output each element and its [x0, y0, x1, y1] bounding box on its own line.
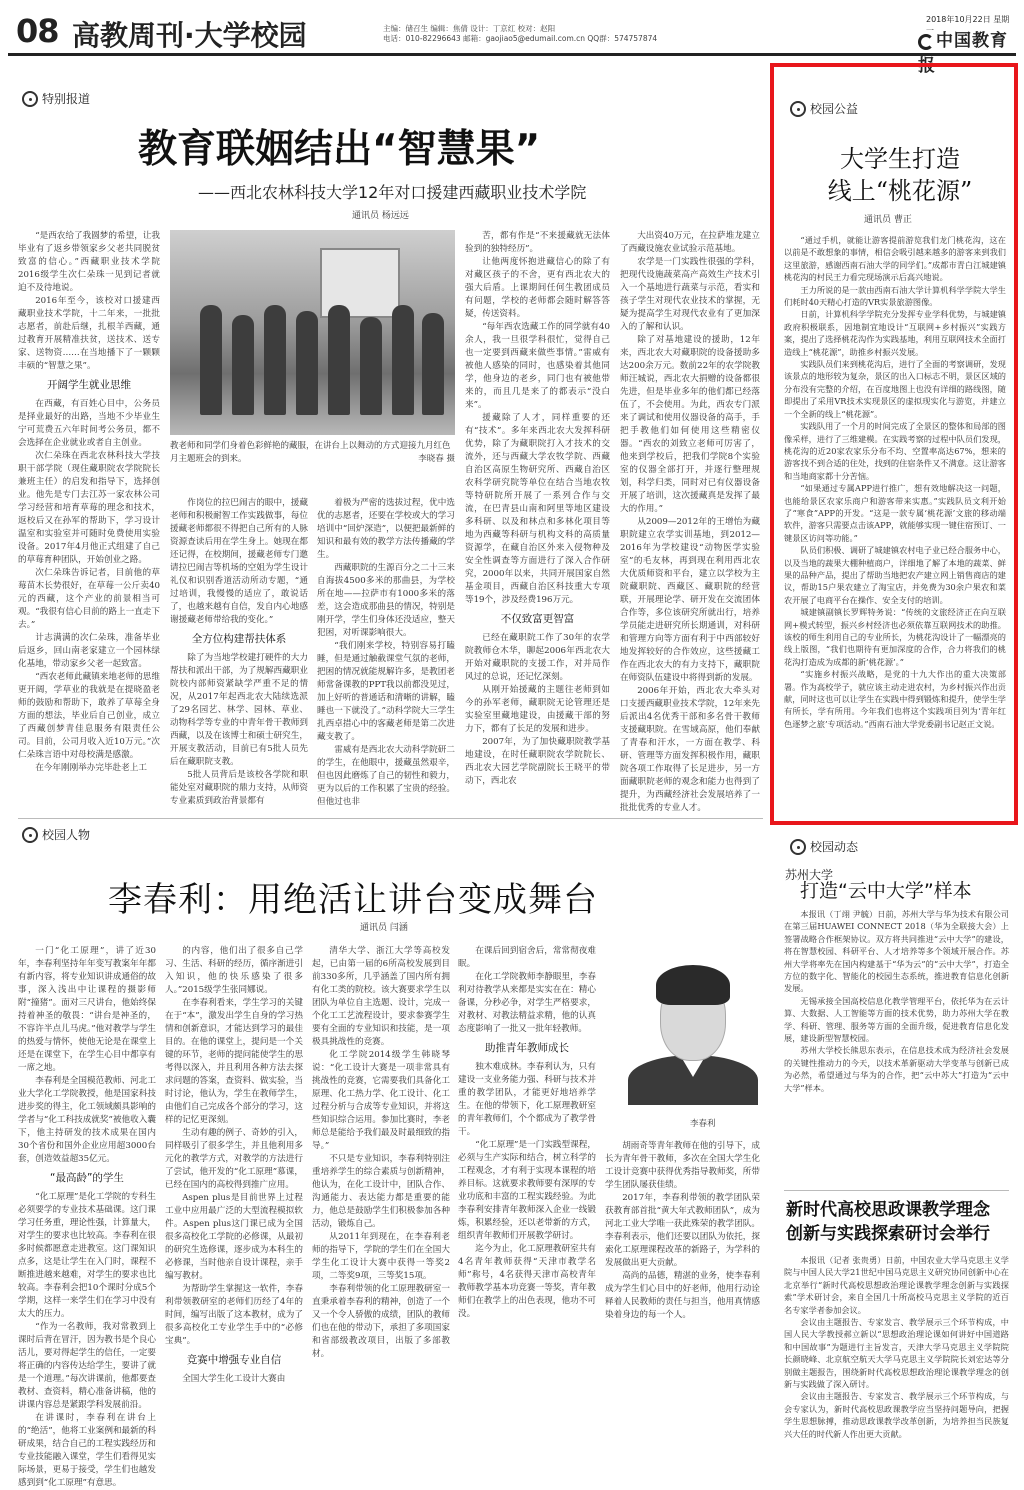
page-number: 08: [16, 12, 59, 50]
masthead: [8, 4, 1016, 76]
ship-wheel-icon: [790, 839, 806, 855]
feature-column-3: 清华大学、浙江大学等高校发起，已由第一届的6所高校发展到目前330多所，几乎涵盖了国内所有拥有化工类的院校。该大赛要求学生以团队为单位自主选题、设计，完成一个化工工艺流程设计，要求参赛学生要有全面的专业知识和技能，是一项极具挑战性的竞赛。 化工学院2014级学生韩晓琴说：“化工设计大赛是一项非常具有挑战性的竞赛，它需要我们具备化工原理、化工热力学、化工设计、化工过程分析与合成等专业知识，并将这些知识综合运用。参加比赛时，李老师总是能给予我们最及时最细致的指导。” 不只是专业知识，李春利特别注重培养学生的综合素质与创新精神，他认为，在化工设计中，团队合作、沟通能力、表达能力都是重要的能力，他总是鼓励学生们积极参加各种活动，锻炼自己。 从2011年到现在，在李春利老师的指导下，学院的学生们在全国大学生化工设计大赛中获得一等奖2项，二等奖9项，三等奖15项。 李春利带领的化工原理教研室一直秉承着李春利的精神，创造了一个又一个令人骄傲的成绩，团队的教师们也在他的带动下，承担了多项国家和省部级教改项目，出版了多部教材。: [312, 946, 450, 1359]
portrait-photo: [618, 945, 768, 1110]
ship-wheel-icon: [790, 101, 806, 117]
sidebar-byline: 通讯员 曹正: [864, 215, 912, 225]
sidebar-body: “通过手机，就能让游客提前游览我们龙门桃花沟，这在以前是不敢想象的事情，相信会吸引越来越多的游客来到我们这里旅游，感谢西南石油大学的同学们。”成都市青白江城建镇桃花沟的村民王力看完现场演示后高兴地说。 王力所说的是一款由西南石油大学计算机科学学院大学生们耗时40天精心打造的VR实景旅游图像。 日前，计算机科学学院充分发挥专业学科优势，与城建镇政府积极联系，因地制宜地设计“互联网+乡村振兴”实践方案，提出了选择桃花沟作为实践基地，利用互联网技术全面打造线上“桃花源”，助推乡村振兴发展。 实践队员们来到桃花沟后，进行了全面的考察调研，发现该景点的地形较为复杂，景区的出入口标志不明，景区区域的分布没有完整的介绍，在百度地图上也没有详细的路线图，随即提出了采用VR技术实现景区的虚拟现实化与游览，并建立一个全新的线上“桃花源”。 实践队用了一个月的时间完成了全景区的整体和局部的图像采样，进行了三维建模。在实践考察的过程中队员们发现，桃花沟的近20家农家乐分布不均、空置率高达67%，想来的游客找不到合适的住处，找到的住宿条件又不满意。这让游客和当地商家都十分苦恼。 “如果通过专属APP进行推广，想有效地解决这一问题，也能给景区农家乐商户和游客带来实惠。”实践队员文利开始了“寒食”APP的开发。“这是一款专属‘桃花源’文旅的移动端软件，游客只需要点击该APP，就能够实现一键住宿预订、一键景区访问等功能。” 队员们积极、调研了城建镇农村电子业已经合服务中心，以及当地的蔬果大棚种植商户，详细地了解了本地的蔬菜、鲜果的品种产品，提出了帮助当地把农产建立网上销售商店的建议，帮助15户果农建立了淘宝店，并免费为30余户果农和菜农开展了电商平台在操作、安全支付的培训。 城建镇副镇长罗辉特务说：“传统的文旅经济正在向互联网+模式转型，振兴乡村经济也必须依靠互联网技术的助推。该校的师生利用自己的专业所长，为桃花沟设计了一幅漂亮的线上版图，“我们也期待有更加深度的合作，合力将我们的桃花沟打造成为成都的新‘桃花源’。” “实施乡村振兴战略，是党的十九大作出的重大决策部署。作为高校学子，就应该主动走进农村，为乡村振兴作出贡献，同时这也可以让学生在实践中得到锻炼和提升，使学生学有所长，学有所用。今年我们也将这个实践项目列为‘青年红色逐梦之旅’专项活动。”西南石油大学党委副书记赵正文说。: [784, 235, 1006, 729]
newspaper-logo: 中国教育报: [918, 31, 1008, 76]
lead-subheading-3: 不仅致富更智富: [500, 613, 575, 625]
lead-column-1: “是西农给了我圆梦的希望，让我毕业有了返乡带领家乡父老共同脱贫致富的信心。”西藏职业技术学院2016级学生次仁朵珠一见到记者就迫不及待地说。 2016年至今，该校对口援建西藏职业技术学院，十二年来，一批批志愿者，前赴后继，扎根羊西藏，通过教育开展精准扶贫，送技术、送专家、送物资……在当地播下了一颗颗丰硕的“智慧之果”。 开阔学生就业思维 在西藏，有百姓心目中，公务员是择业最好的出路，当地不少毕业生宁可荒费五六年时间考公务员，都不会选择在企业就业或者自主创业。 次仁朵珠在西北农林科技大学技职干部学院（现住藏职院农学院院长兼班主任）的启发和指导下，选择创业。他先是专门去江苏一家农林公司学习经营和培育草莓的理念和技术，返校后又在孙军的帮助下，学习设计温室和实验室并可随时免费使用实验设备。2017年4月他正式组建了自己的草莓育种团队，开始创业之路。 次仁朵珠告诉记者，目前他的草莓苗木长势很好，在草莓一公斤卖40元的西藏，这个产业的前景相当可观。“我很有信心目前的路上一直走下去。” 计志满满的次仁朵珠，准备毕业后返乡，回山南老家建立一个园林绿化基地，带动家乡父老一起致富。 “西农老师此藏镇来地老师的思维更开阔，学草业的我就是在提晓盈老师的鼓励和帮助下，敢养了草莓全身方面的想法，毕业后自己创业，成立了西藏创梦青佳息服务有限责任公司。目前，公司月收入近10万元。”次仁朵珠言语中对母校满是感激。 在今年刚刚举办完毕赴老上工: [18, 231, 160, 773]
brief-1-body: 本报讯（丁翊 尹毓）日前，苏州大学与华为技术有限公司在第三届HUAWEI CONNECT 2018（华为全联接大会）上签署战略合作框架协议。双方将共同推进“云中大学”的建设，将在智慧校园、科研平台、人才培养等多个领域开展合作。苏州大学将率先在国内构建基于“华为云”的“云中大学”，打造全方位的数字化、智能化的校园生态系统，推进教育信息化创新发展。 无锡承接全国高校信息化教学管理平台，依托华为在云计算、大数据、人工智能等方面的技术优势，助力苏州大学在教学、科研、管理、服务等方面的全面升级，促进教育信息化发展，建设新型智慧校园。 苏州大学校长熊思东表示，在信息技术成为经济社会发展的关键性推动力的今天，以技术革新驱动大学变革与创新已成为必然，希望通过与华为的合作，把“云中苏大”打造为“云中大学”样本。: [784, 909, 1009, 1093]
page-title: 高教周刊·大学校园: [72, 19, 307, 52]
feature-byline: 通讯员 闫涵: [360, 923, 408, 933]
feature-column-4: 在课后回到宿舍后，常常彻夜难眠。 在化工学院教师李静眼里，李春利对待教学从来都是实实在在：精心备课，分秒必争，对学生严格要求，对教材、对教法精益求精，他的认真态度影响了一批又一批年轻教师。 助推青年教师成长 独木难成林。李春利认为，只有建设一支业务能力强、科研与技术并重的教学团队，才能更好地培养学生。在他的带领下，化工原理教研室的青年教师们，个个都成为了教学骨干。 “化工原理”是一门实践型课程，必须与生产实际和结合，树立科学的工程观念，才有利于实现本课程的培养目标。这就要求教师要有深厚的专业功底和丰富的工程实践经验。为此李春利安排青年教师深入企业一线锻炼，积累经验，还以老带新的方式，组织青年教师们开展教学研讨。 迄今为止，化工原理教研室共有4名青年教师获得“天津市教学名师”称号，4名获得天津市高校青年教师教学基本功竞赛一等奖，青年教师们在教学上的出色表现，他功不可没。: [458, 946, 596, 1319]
feature-subheading-3: 助推青年教师成长: [485, 1042, 569, 1054]
lead-column-2: 作岗位的拉巴闹吉的眼中，援藏老师和积极耐智工作实践做事，每位援藏老师都很不得把自己所有的人脉资源查读后用在学生身上。她现在都还记得，在校期间，援藏老师专门邀请拉巴闹吉等机场的空姐为学生设计礼仪和识别香道活动所动专题，“通过培训，我慢慢的适应了，敢说话了，也越来越有自信，发自内心地感谢援藏老师带给我的变化。” 全方位构建帮扶体系 除了为当地学校建打硬件的大力帮扶和派出干部，为了规解西藏职业院校内部师资紧缺学严重不足的情况，从2017年起西北农大陆续选派了29名园艺、林学、园林、草业、动物科学等专业的中青年骨干教师到西藏，以及在该博士和硕士研究生，开展支教活动，目前已有5批人员先后在藏职院支教。 5批人员背后是该校各学院和职能处室对藏职院的鼎力支持，从师资专业素质到政治背景都有: [170, 498, 308, 806]
section-label-campus-charity: 校园公益: [790, 100, 858, 117]
lead-column-4: 苦，都有作是“不来援藏就无法体验到的独特经历”。 让他两度怀抱进藏信心的除了有对藏区孩子的不舍，更有西北农大的强大后盾。上课期间任何生教团成员有问题，学校的老师都会随时解答答疑，传送资料。 “每年西农选藏工作的同学就有40余人，我一旦很学科很忙，觉得自己也一定要到西藏来做些事情。”雷威有被他人感染的同时，也感染着其他同学，他身边的老乡，同门也有被他带来的，而且几是来了的都表示“没白来”。 援藏除了人才，同样重要的还有“技术”。多年来西北农大发挥科研优势，除了为藏职院打入才技术的交流外，还与西藏大学农牧学院、西藏自治区高原生物研究所、西藏自治区农科学研究院等单位在结合当地农牧等特研院所开展了一系列合作与交流，在巴青县山南和阿里等地区建设多科研、以及和林点和多林化项目等地为西藏等科研与机构文科的高质量资源学，在藏自治区外来入侵物种及安全性调查等方面进行了深入合作研究，2000年以来，共同开展国家自然基金项目，西藏自治区科技重大专项等19个，涉及经费196万元。 不仅致富更智富 已经在藏职院工作了30年的农学院教师仓木华，聊起2006年西北农大开始对藏职院的支援工作，对并局作风过的总说，还记忆深刻。 从刚开始援藏的主题往老师到如今的孙军老师，藏职院无论管理还是实验室里藏地建设，由援藏干部的努力下，都有了长足的发展和进步。 2007年，为了加快藏职院教学基地建设，在时任藏职院农学院院长、西北农大园艺学院副院长王晓平的带动下，西北农: [465, 231, 610, 786]
feature-subheading-2: 竞赛中增强专业自信: [186, 1354, 282, 1366]
ship-wheel-icon: [22, 827, 38, 843]
lead-subheading-1: 开阔学生就业思维: [47, 379, 131, 391]
feature-headline: 李春利：用绝活让讲台变成舞台: [108, 880, 598, 920]
lead-photo-caption: 教老师和同学们身着色彩鲜艳的藏服，在讲台上以舞动的方式迎接九月红色月主题班会的到来。 李晓春 摄: [170, 441, 455, 464]
section-divider: [18, 818, 763, 819]
section-label-campus-people: 校园人物: [22, 826, 90, 843]
feature-subheading-1: “最高龄”的学生: [50, 1172, 124, 1184]
lead-subhead: ——西北农林科技大学12年对口援建西藏职业技术学院: [198, 183, 587, 202]
lead-headline: 教育联姻结出“智慧果”: [138, 127, 541, 172]
logo-mark-icon: [918, 34, 934, 50]
feature-column-2: 的内容，他们出了很多自己学习、生活、科研的经历，循序渐进引入知识，他的快乐感染了很多人。”2015级学生张同娜说。 在李春利看来，学生学习的关键在于“本”，激发出学生自身的学习热情和创新意识，才能达到学习的最佳目的。在他的课堂上，提问是一个关键的环节，老师的提问能使学生的思考得以深入，并且利用各种方法去探求问题的答案，查资料、做实验，当时讨论，他认为，学生在教师学生，由他们自己完成各个部分的学习，这样的记忆更深刻。 生动有趣的例子、奇妙的引入，同样吸引了很多学生，并且他利用多元化的教学方式，对教学的方法进行了尝试，他开发的“化工原理”慕课，已经在国内的高校得到推广应用。 Aspen plus是目前世界上过程工业中应用最广泛的大型流程模拟软件。Aspen plus这门课已成为全国很多高校化工学院的必修课，从最初的研究生选修课，逐步成为本科生的必修课，当时他亲自设计课程，亲手编写教材。 为帮助学生掌握这一软件，李春利带领教研室的老师们历经了4年的时间，编写出版了这本教材，成为了很多高校化工专业学生手中的“必修宝典”。 竞赛中增强专业自信 全国大学生化工设计大赛由: [165, 946, 303, 1384]
portrait-caption: 李春利: [690, 1119, 716, 1129]
brief-1-headline: 打造“云中大学”样本: [800, 880, 972, 902]
lead-subheading-2: 全方位构建帮扶体系: [191, 633, 287, 645]
page-date: 2018年10月22日 星期一: [926, 15, 1010, 35]
lead-photo: [170, 230, 455, 435]
lead-column-5: 大出资40万元，在拉萨堆龙建立了西藏设施农业试验示范基地。 农学是一门实践性很强的学科，把现代设施蔬菜高产高效生产技术引入一个基地进行蔬菜与示范，看实和孩子学生对现代农业技术的掌握，无疑为提高学生对现代农业有了更加深入的了解和认识。 除了对基地建设的援助，12年来，西北农大对藏职院的设备援助多达200余万元。数前22年的农学院教师汪城说，西北农大捐赠的设备都很先进，但是毕业多年的他们都已经落伍了，不会使用。为此，西农专门派来了调试和使用仪器设备的高手，手把手教他们如何使用这些精密仪器。“西农的刘致立老师可厉害了，他来到学校后，把我们学院8个实验室的仪器全部打开，并逐行整理规划，科学归类，同时对已有仪器设备开展了培训，这次援藏真是发挥了最大的作用。” 从2009—2012年的王增怡为藏职院建立农学实训基地，到2012—2016年为学校建设“动物医学实验室”的毛友林，再到现在利用西北农大优质师资和平台，建立以学校为主院藏职院、西藏区、藏职院的经营联，开展理论学、研开发在交流团体合作等，多位该研究所就出行，培养学员能走进研究所长期通训，对科研和管理方向等方面有利于中西部较好地发挥较好的合作效应，这些援藏工作在西北农大的有力支持下，藏职院在师资队伍建设中将得到新的发展。 2006年开始，西北农大牵头对口支援西藏职业技术学院，12年来先后派出4名优秀干部和多名骨干教师支援藏职院。在雪域高原，他们奉献了青春和汗水，一方面在教学、科研、管理等方面发挥积极作用，藏职院各项工作取得了长足进步，另一方面藏职院老师的观念和能力也得到了提升，为西藏经济社会发展培养了一批批优秀的专业人才。: [620, 231, 760, 813]
brief-1-kicker: 苏州大学: [785, 868, 834, 882]
photo-credit: 李晓春 摄: [418, 454, 455, 464]
brief-divider: [784, 1190, 1009, 1191]
lead-column-3: 着极为严密的选拔过程，优中选优的志愿者，还要在学校或大的学习培训中“回炉深造”，以便把最新鲜的知识和最有效的教学方法传播藏的学生。 西藏职院的生源百分之二十三来自海拔4500多米的那曲县，为学校所在地——拉萨市有1000多米的落差，这会造成那曲县的情况，特别是刚开学，学生们身体还没适应，整天犯困，对听课影响很大。 “我们刚来学校，特别容易打瞌睡，但是通过触截课堂气氛的老师，把困的情况就能规解许多，是教团老师常备课教的PPT我以前都没见过，加上好听的普通话和清晰的讲解，瞌睡也一下就没了。”动科学院大三学生扎西卓措心中的客藏老师是第二次进藏支教了。 雷威有是西北农大动科学院研二的学生，在他眼中，援藏虽然艰辛，但也因此磨炼了自己的韧性和毅力，更为以后的工作积累了宝贵的经验。但他过也非: [317, 498, 455, 807]
sidebar-headline: 大学生打造 线上“桃花源”: [827, 145, 973, 205]
brief-2-body: 本报讯（记者 张贵勇）日前，中国农业大学马克思主义学院与中国人民大学21世纪中国马克思主义研究协同创新中心在北京举行“新时代高校思想政治理论课教学理念创新与实践探索”学术研讨会，来自全国几十所高校马克思主义学院的近百名专家学者参加会议。 会议由主题报告、专家发言、教学展示三个环节构成，中国人民大学教授郝立新以“思想政治理论课如何讲好中国道路和中国故事”为题进行主旨发言，天津大学马克思主义学院院长颜晓峰、北京航空航天大学马克思主义学院院长刘宏达等分别做主题报告，围绕新时代高校思想政治理论课教学理念的创新与实践做了深入研讨。 会议由主题报告、专家发言、教学展示三个环节构成，与会专家认为，新时代高校思政课教学应当坚持问题导向，把握学生思想脉搏，推动思政课教学改革创新，为培养担当民族复兴大任的时代新人作出更大贡献。: [784, 1255, 1009, 1439]
section-label-special-report: 特别报道: [22, 90, 90, 107]
brief-2-headline: 新时代高校思政课教学理念 创新与实践探索研讨会举行: [786, 1200, 990, 1244]
lead-byline: 通讯员 杨远远: [352, 211, 409, 221]
feature-column-1: 一门“化工原理”，讲了近30年，李春利坚持年年变写教案年年都有新内容，将专业知识讲成通俗的故事，深入浅出中让课程的摄影师附“撞猪”。面对三尺讲台，他始终保持着神圣的敬畏：“讲台是神圣的，不容许半点儿马虎。”他对教学与学生的热爱与情怀，使他无论是在课堂上还是在课堂下，在学生心目中都享有一席之地。 李春利是全国模范教师、河北工业大学化工学院教授，他是国家科技进步奖的得主，化工领域颇具影响的学者与“化工科技成就奖”被他收入囊下，他主持研发的技术成果在国内30个省份和国外企业应用超3000台套，创造效益超35亿元。 “最高龄”的学生 “化工原理”是化工学院的专科生必须要学的专业技术基础课。这门课学习任务重，理论性强，计算量大，对学生的要求也比较高。李春利在很多时候都愿意走进教室。这门课知识点多，这是让学生在入门时，课程不断推进越来越难，对学生的要求也比较高。李春利会把10个课时分成5个学期，这样一来学生们在学习中没有太大的压力。 “作为一名教师，我对常教到上课时后背在冒汗，因为教书是个良心活儿，要对得起学生的信任，一定要将正确的内容传达给学生，要讲了就是一个道理。”每次讲课前，他都要查教材、查资料，精心准备讲稿，他的讲课内容总是紧跟学科发展前沿。 在讲课时，李春利在讲台上的“绝活”，他将工业案例和最新的科研成果，结合自己的工程实践经历和专业技能融入课堂，学生们看得见实际场景，更易于接受，学生们也越发感到到“化工原理”有意思。: [18, 946, 156, 1488]
feature-column-5: 胡雨奇等青年教师在他的引导下，成长为青年骨干教师，多次在全国大学生化工设计竞赛中获得优秀指导教师奖，所带学生团队屡获佳绩。 2017年，李春利带领的教学团队荣获教育部首批“黄大年式教师团队”，成为河北工业大学唯一获此殊荣的教学团队。李春利表示，他们还要以团队为依托，探索化工原理课程改革的新路子，为学科的发展做出更大贡献。 高尚的品德，精湛的业务，使李春利成为学生们心目中的好老师，他用行动诠释着人民教师的责任与担当，他用真情感染着身边的每一个人。: [605, 1141, 760, 1320]
ship-wheel-icon: [22, 91, 38, 107]
page-credits: 主编：储召生 编辑：焦倩 设计：丁京红 校对：赵阳 电话：010-82296643 邮箱：gaojiao5@edumail.com.cn QQ群：574757874: [383, 24, 658, 43]
section-label-campus-news: 校园动态: [790, 838, 858, 855]
